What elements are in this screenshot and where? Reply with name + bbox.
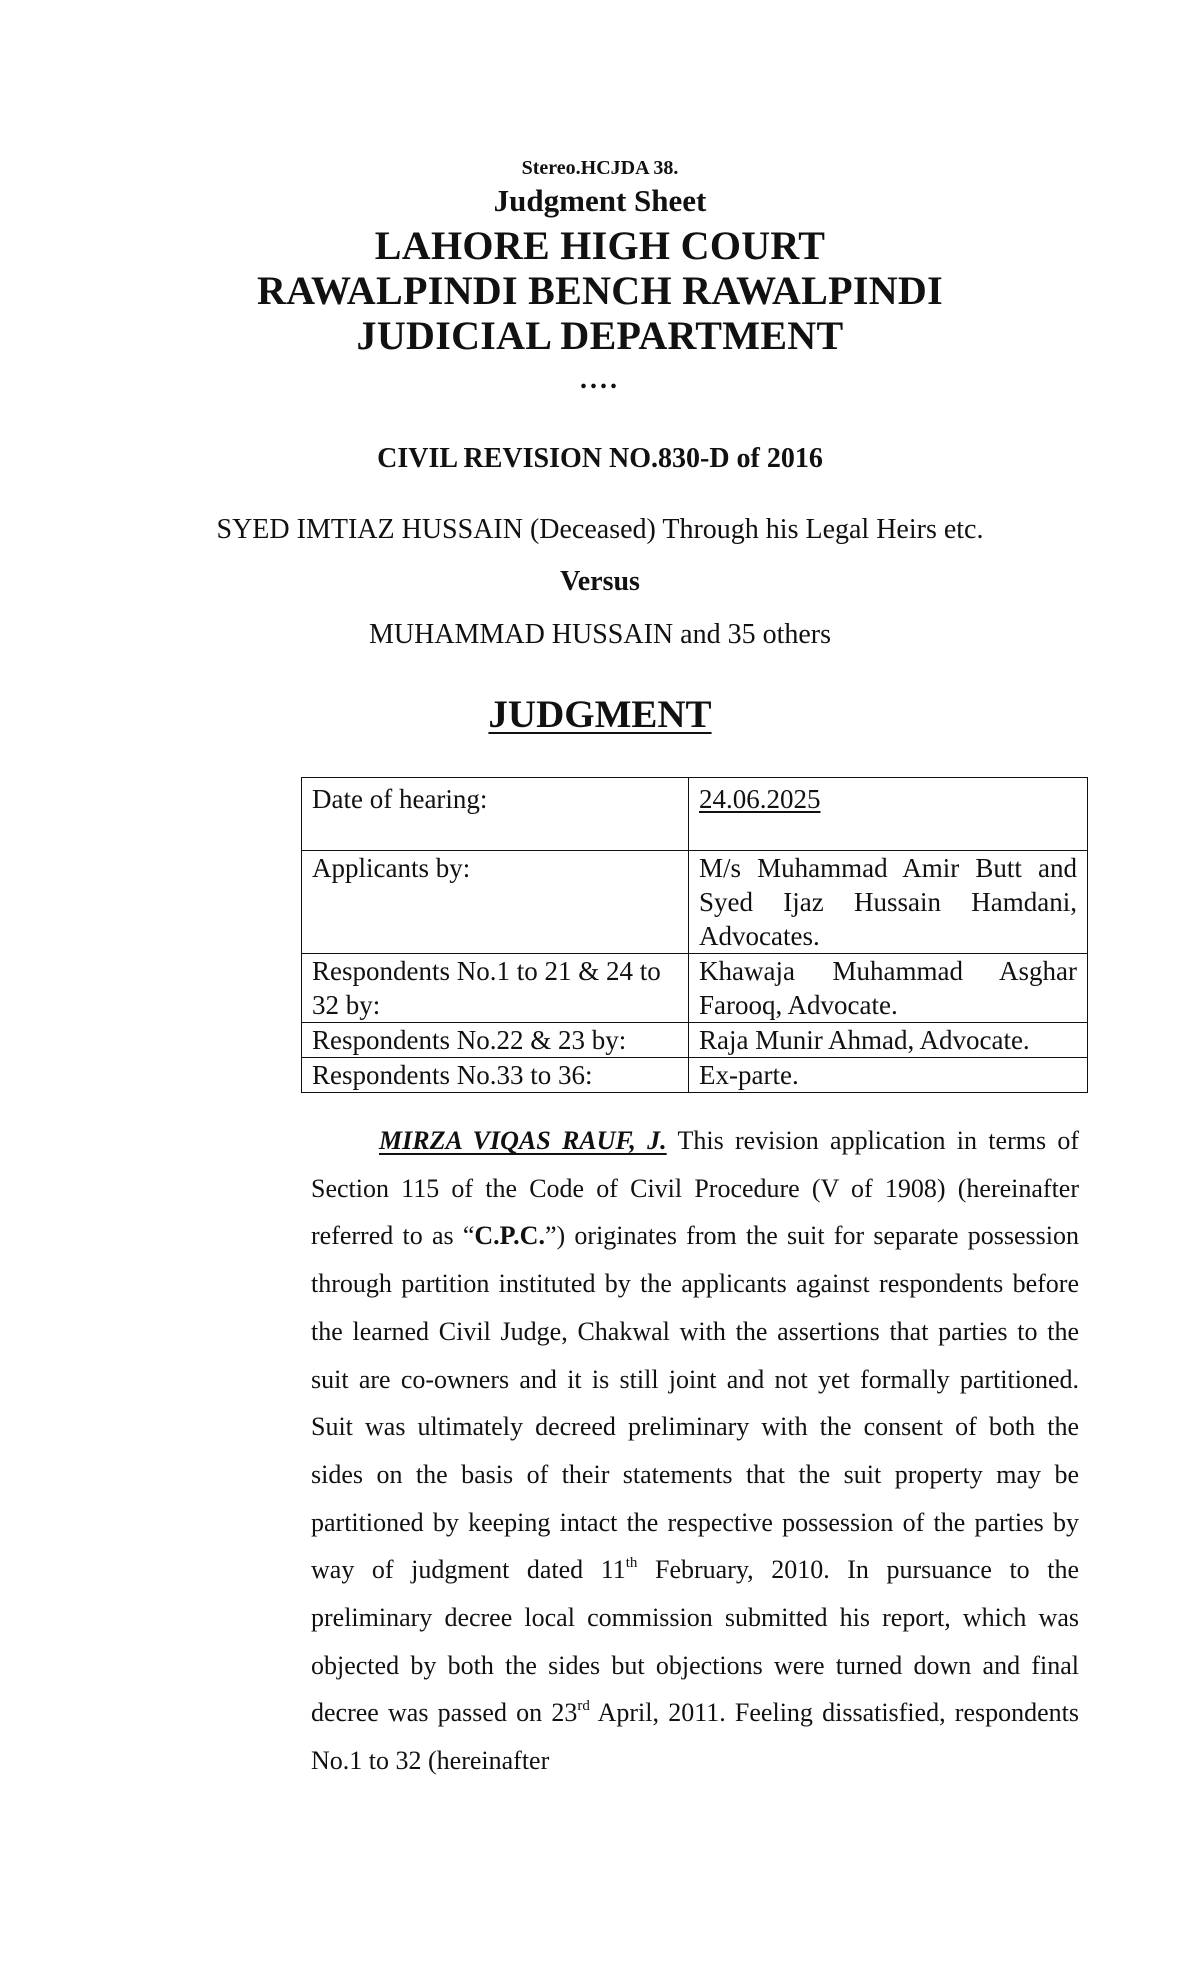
body-text-part-1: This revision application in terms of Section 115 of the Code of Civil Procedure (V of 1908) (hereinafter referred to as “ xyxy=(311,1126,1080,1251)
counsel-table xyxy=(301,777,1088,1093)
stereo-reference: Stereo.HCJDA 38. xyxy=(521,157,679,179)
court-name: LAHORE HIGH COURT xyxy=(374,223,826,268)
judgment-body xyxy=(311,1117,1079,1785)
judgment-heading xyxy=(0,692,1200,737)
respondents-2-label: Respondents No.22 & 23 by: xyxy=(302,1023,689,1058)
superscript-rd: rd xyxy=(577,1698,590,1715)
bench-name: RAWALPINDI BENCH RAWALPINDI xyxy=(257,268,943,313)
respondents-3-counsel: Ex-parte. xyxy=(689,1058,1088,1093)
respondents-3-label: Respondents No.33 to 36: xyxy=(302,1058,689,1093)
hearing-date-cell xyxy=(689,778,1088,851)
department-name: JUDICIAL DEPARTMENT xyxy=(356,313,844,358)
hearing-date: 24.06.2025 xyxy=(699,784,821,814)
respondent-title: MUHAMMAD HUSSAIN and 35 others xyxy=(369,619,831,650)
table-row xyxy=(302,851,1088,954)
cpc-abbreviation: C.P.C. xyxy=(474,1221,545,1251)
table-row xyxy=(302,778,1088,851)
respondents-1-label: Respondents No.1 to 21 & 24 to 32 by: xyxy=(302,954,689,1023)
body-text-part-2: ”) originates from the suit for separate possession through partition instituted by the applicants against respondents before the learned Civil Judge, Chakwal with the assertions that parties to the suit are co-owners and it is still joint and not yet formally partitioned. Suit was ultimately decreed preliminary with the consent of both the sides on the basis of their statements that the suit property may be partitioned by keeping intact the respective possession of the parties by way of judgment dated 11 xyxy=(311,1221,1079,1585)
judge-name: MIRZA VIQAS RAUF, J. xyxy=(379,1126,667,1155)
applicants-label: Applicants by: xyxy=(302,851,689,954)
respondents-2-counsel: Raja Munir Ahmad, Advocate. xyxy=(689,1023,1088,1058)
table-row xyxy=(302,1023,1088,1058)
sheet-title: Judgment Sheet xyxy=(493,183,707,218)
hearing-label: Date of hearing: xyxy=(302,778,689,851)
header-separator: .... xyxy=(580,364,620,395)
judgment-heading-text: JUDGMENT xyxy=(488,693,712,736)
superscript-th: th xyxy=(625,1555,638,1572)
table-row xyxy=(302,954,1088,1023)
case-number: CIVIL REVISION NO.830-D of 2016 xyxy=(377,443,823,474)
petitioner-title: SYED IMTIAZ HUSSAIN (Deceased) Through his Legal Heirs etc. xyxy=(216,514,984,545)
body-text-part-4: April, 2011. Feeling dissatisfied, respondents No.1 to 32 (hereinafter xyxy=(311,1698,1079,1776)
table-row xyxy=(302,1058,1088,1093)
body-text-part-3: February, 2010. In pursuance to the preliminary decree local commission submitted his report, which was objected by both the sides but objections were turned down and final decree was passed on 23 xyxy=(311,1555,1079,1728)
versus-label: Versus xyxy=(560,566,640,597)
respondents-1-counsel: Khawaja Muhammad Asghar Farooq, Advocate. xyxy=(689,954,1088,1023)
applicants-counsel: M/s Muhammad Amir Butt and Syed Ijaz Hussain Hamdani, Advocates. xyxy=(689,851,1088,954)
